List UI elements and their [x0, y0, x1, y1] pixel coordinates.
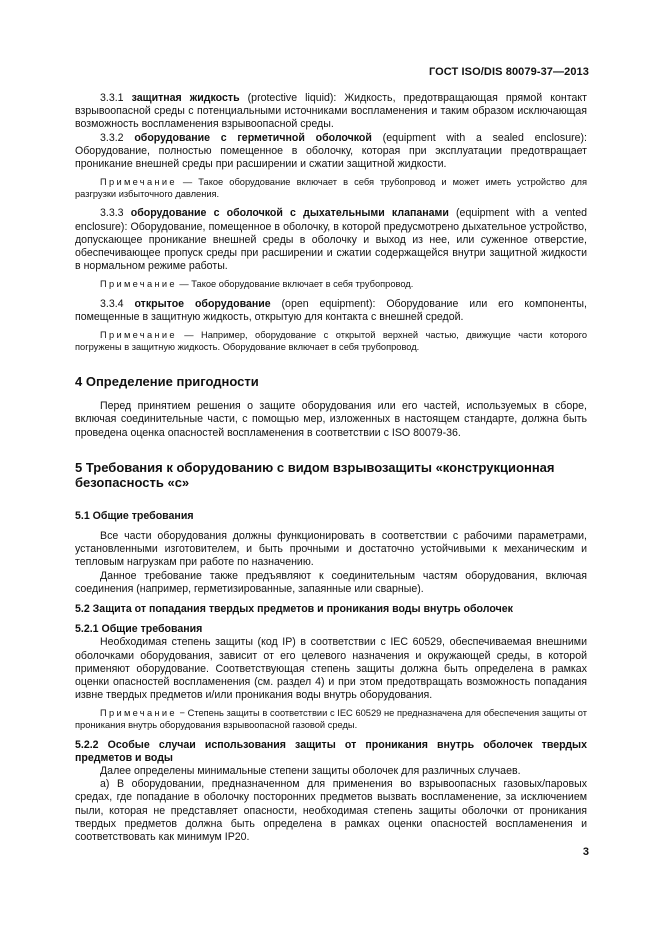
- note-text: — Например, оборудование с открытой верхней частью, движущие части которого погружены в защитную жидкость. Оборудование включает в себя трубопровод.: [75, 330, 587, 353]
- page-content: [75, 92, 587, 844]
- document-header: ГОСТ ISO/DIS 80079-37—2013: [428, 66, 589, 78]
- section-5-1-paragraph-1: Все части оборудования должны функционировать в соответствии с рабочими параметрами, установленными изготовителем, и быть прочными и достаточно устойчивыми к механическим и тепловым нагрузкам при работе по назначению.: [75, 529, 587, 569]
- page-number: 3: [582, 846, 589, 858]
- section-5-2-2-heading: 5.2.2 Особые случаи использования защиты от проникания внутрь оболочек твердых предметов и воды: [75, 738, 587, 764]
- term-name: защитная жидкость: [131, 92, 240, 104]
- section-5-2-2-paragraph-1: Далее определены минимальные степени защиты оболочек для различных случаев.: [100, 764, 521, 777]
- note-4: [75, 708, 587, 731]
- definition-3-3-1: [75, 92, 587, 132]
- note-label: Примечание: [100, 279, 177, 290]
- note-label: Примечание: [100, 330, 177, 341]
- definition-3-3-2: [75, 132, 587, 172]
- term-body: (equipment with a vented enclosure): Оборудование, помещенное в оболочку, в которой предусмотрено дыхательное устройство, допускающее проникание внешней среды в оболочку и выход из нее, или суженное отверстие, обеспечивающее пропуск среды при расширении и сжатии содержащейся внутри защитной жидкости в нормальном режиме работы.: [75, 207, 587, 273]
- term-body: (equipment with a sealed enclosure): Оборудование, полностью помещенное в оболочку, которая при эксплуатации предотвращает проникание внешней среды при расширении и сжатии защитной жидкости.: [75, 131, 587, 171]
- section-5-2-2-paragraph-2: а) В оборудовании, предназначенном для применения во взрывоопасных газовых/паровых средах, где попадание в оболочку посторонних предметов вызвать воспламенение, за исключением пыли, которая не представляет опасности, необходимая степень защиты оболочки от проникания твердых предметов должна быть определена в рамках оценки опасностей воспламенения и соответствовать как минимум IP20.: [75, 778, 587, 843]
- note-text: — Такое оборудование включает в себя трубопровод.: [176, 279, 414, 290]
- definition-3-3-4: [75, 298, 587, 324]
- note-1: [75, 177, 587, 200]
- note-label: Примечание: [100, 177, 177, 188]
- note-label: Примечание: [100, 708, 177, 719]
- term-name: оборудование с оболочкой с дыхательными клапанами: [130, 207, 449, 220]
- section-5-heading: 5 Требования к оборудованию с видом взрывозащиты «конструкционная безопасность «с»: [75, 459, 555, 491]
- term-number: 3.3.4: [100, 298, 124, 311]
- term-name: открытое оборудование: [134, 298, 271, 311]
- note-3: [75, 330, 587, 353]
- term-name: оборудование с герметичной оболочкой: [134, 131, 372, 144]
- section-5-2-1-heading: 5.2.1 Общие требования: [75, 623, 203, 636]
- note-2: [75, 279, 587, 291]
- note-text: − Степень защиты в соответствии с IEC 60529 не предназначена для обеспечения защиты от проникания внутрь оборудования взрывоопасной газовой среды.: [75, 708, 587, 730]
- term-body: (open equipment): Оборудование или его компоненты, помещенные в защитную жидкость, открытую для контакта с внешней средой.: [75, 298, 587, 324]
- section-4-paragraph: Перед принятием решения о защите оборудования или его частей, используемых в сборе, включая соединительные части, с помощью мер, изложенных в настоящем стандарте, должна быть проведена оценка опасностей воспламенения в соответствии с ISO 80079-36.: [75, 400, 587, 439]
- term-number: 3.3.1: [100, 92, 124, 104]
- section-5-2-heading: 5.2 Защита от попадания твердых предметов и проникания воды внутрь оболочек: [75, 602, 513, 615]
- section-4-heading: 4 Определение пригодности: [75, 373, 259, 389]
- section-5-1-paragraph-2: Данное требование также предъявляют к соединительным частям оборудования, включая соединения (например, герметизированные, запаянные или сварные).: [75, 569, 587, 595]
- definition-3-3-3: [75, 207, 587, 273]
- term-body: (protective liquid): Жидкость, предотвращающая прямой контакт взрывоопасной среды с потенциальными источниками воспламенения и таким образом исключающая возможность воспламенения взрывоопасной среды.: [75, 92, 587, 131]
- section-5-1-heading: 5.1 Общие требования: [75, 509, 194, 522]
- term-number: 3.3.3: [100, 207, 124, 220]
- term-number: 3.3.2: [100, 131, 124, 144]
- section-5-2-1-paragraph: Необходимая степень защиты (код IP) в соответствии с IEC 60529, обеспечиваемая внешними оболочками оборудования, зависит от его целевого назначения и окружающей среды, в которой применяют оборудование. Соответствующая степень защиты должна быть определена в рамках оценки опасностей воспламенения (см. раздел 4) и при этом предотвращать возможность попадания извне твердых предметов и/или проникания воды внутрь оборудования.: [75, 636, 587, 702]
- note-text: — Такое оборудование включает в себя трубопровод и может иметь устройство для разгрузки избыточного давления.: [75, 177, 587, 199]
